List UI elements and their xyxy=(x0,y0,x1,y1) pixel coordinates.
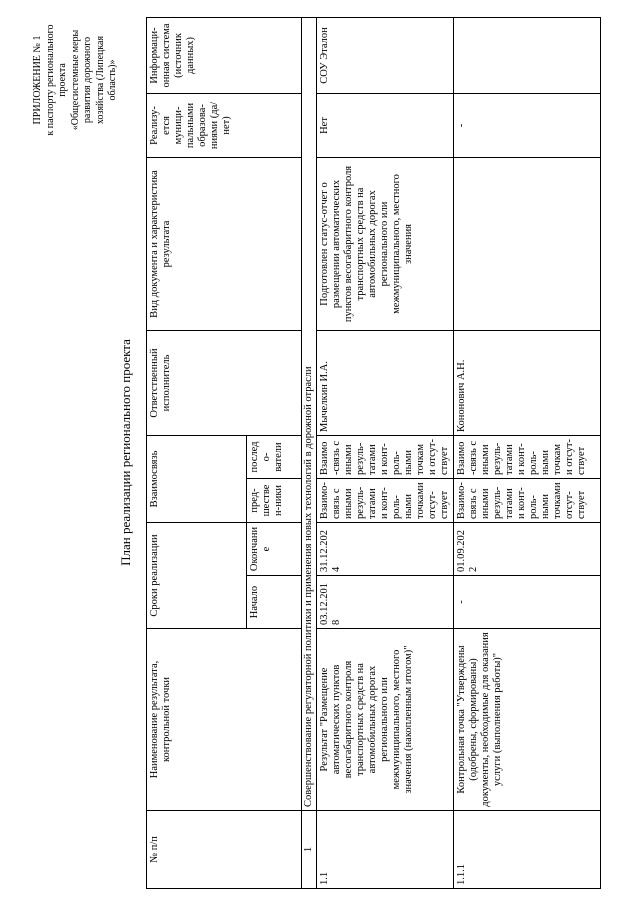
table-row xyxy=(454,17,601,888)
row-responsible: Мычелкин И.А. xyxy=(317,330,454,435)
header-info-system: Информаци-онная система (источник данных) xyxy=(147,17,302,93)
header-municipal: Реализу-ется муници-пальными образова-ниями (да/нет) xyxy=(147,93,302,157)
row-info-system xyxy=(454,17,601,93)
row-predecessors: Взаимо-связь с иными резуль-татами и конт-роль-ными точками отсут-ствует xyxy=(317,478,454,522)
row-municipal: Нет xyxy=(317,93,454,157)
section-num: 1 xyxy=(302,811,317,889)
row-successors: Взаимо-связь с иными резуль-татами и конт-роль-ными точками отсут-ствует xyxy=(454,435,601,478)
row-num: 1.1.1 xyxy=(454,811,601,889)
table-header-row xyxy=(147,17,247,888)
header-successors: последо-ватели xyxy=(247,435,302,478)
row-responsible: Кононович А.Н. xyxy=(454,330,601,435)
header-name: Наименование результата, контрольной точки xyxy=(147,629,302,811)
row-end: 31.12.2024 xyxy=(317,522,454,575)
header-doc-type: Вид документа и характеристика результата xyxy=(147,157,302,330)
row-start: 03.12.2018 xyxy=(317,576,454,629)
row-name: Результат "Размещение автоматических пунктов весогабаритного контроля транспортных средств на автомобильных дорогах регионального или межмуниципального, местного значения (накопленным итогом)" xyxy=(317,629,454,811)
row-predecessors: Взаимо-связь с иными резуль-татами и конт-роль-ными точками отсут-ствует xyxy=(454,478,601,522)
header-terms: Сроки реализации xyxy=(147,522,247,628)
row-doc-type: Подготовлен статус-отчет о размещении автоматических пунктов весогабаритного контроля транспортных средств на автомобильных дорогах регионального или межмуниципального, местного значения xyxy=(317,157,454,330)
plan-table xyxy=(146,17,601,889)
row-end: 01.09.2022 xyxy=(454,522,601,575)
row-successors: Взаимо-связь с иными резуль-татами и конт-роль-ными точками отсут-ствует xyxy=(317,435,454,478)
row-municipal: - xyxy=(454,93,601,157)
document-title: План реализации регионального проекта xyxy=(118,339,133,566)
appendix-title: ПРИЛОЖЕНИЕ № 1 xyxy=(32,35,43,125)
row-name: Контрольная точка "Утверждены (одобрены, сформированы) документы, необходимые для оказания услуги (выполнения работы)" xyxy=(454,629,601,811)
table-row xyxy=(317,17,454,888)
header-num: № п/п xyxy=(147,811,302,889)
header-predecessors: пред-шествен-ники xyxy=(247,478,302,522)
appendix-subtitle: к паспорту регионального проекта xyxy=(44,24,68,136)
section-row xyxy=(302,17,317,888)
row-doc-type xyxy=(454,157,601,330)
row-num: 1.1 xyxy=(317,811,454,889)
section-title: Совершенствование регуляторной политики и применения новых технологий в дорожной отрасли xyxy=(302,17,317,810)
header-responsible: Ответственный исполнитель xyxy=(147,330,302,435)
appendix-project-name: «Общесистемные меры развития дорожного хозяйства (Липецкая область)» xyxy=(69,29,118,131)
row-info-system: СОУ Эталон xyxy=(317,17,454,93)
header-start: Начало xyxy=(247,576,302,629)
header-end: Окончание xyxy=(247,522,302,575)
appendix-header xyxy=(32,15,120,145)
header-relation: Взаимосвязь xyxy=(147,435,247,522)
row-start: - xyxy=(454,576,601,629)
